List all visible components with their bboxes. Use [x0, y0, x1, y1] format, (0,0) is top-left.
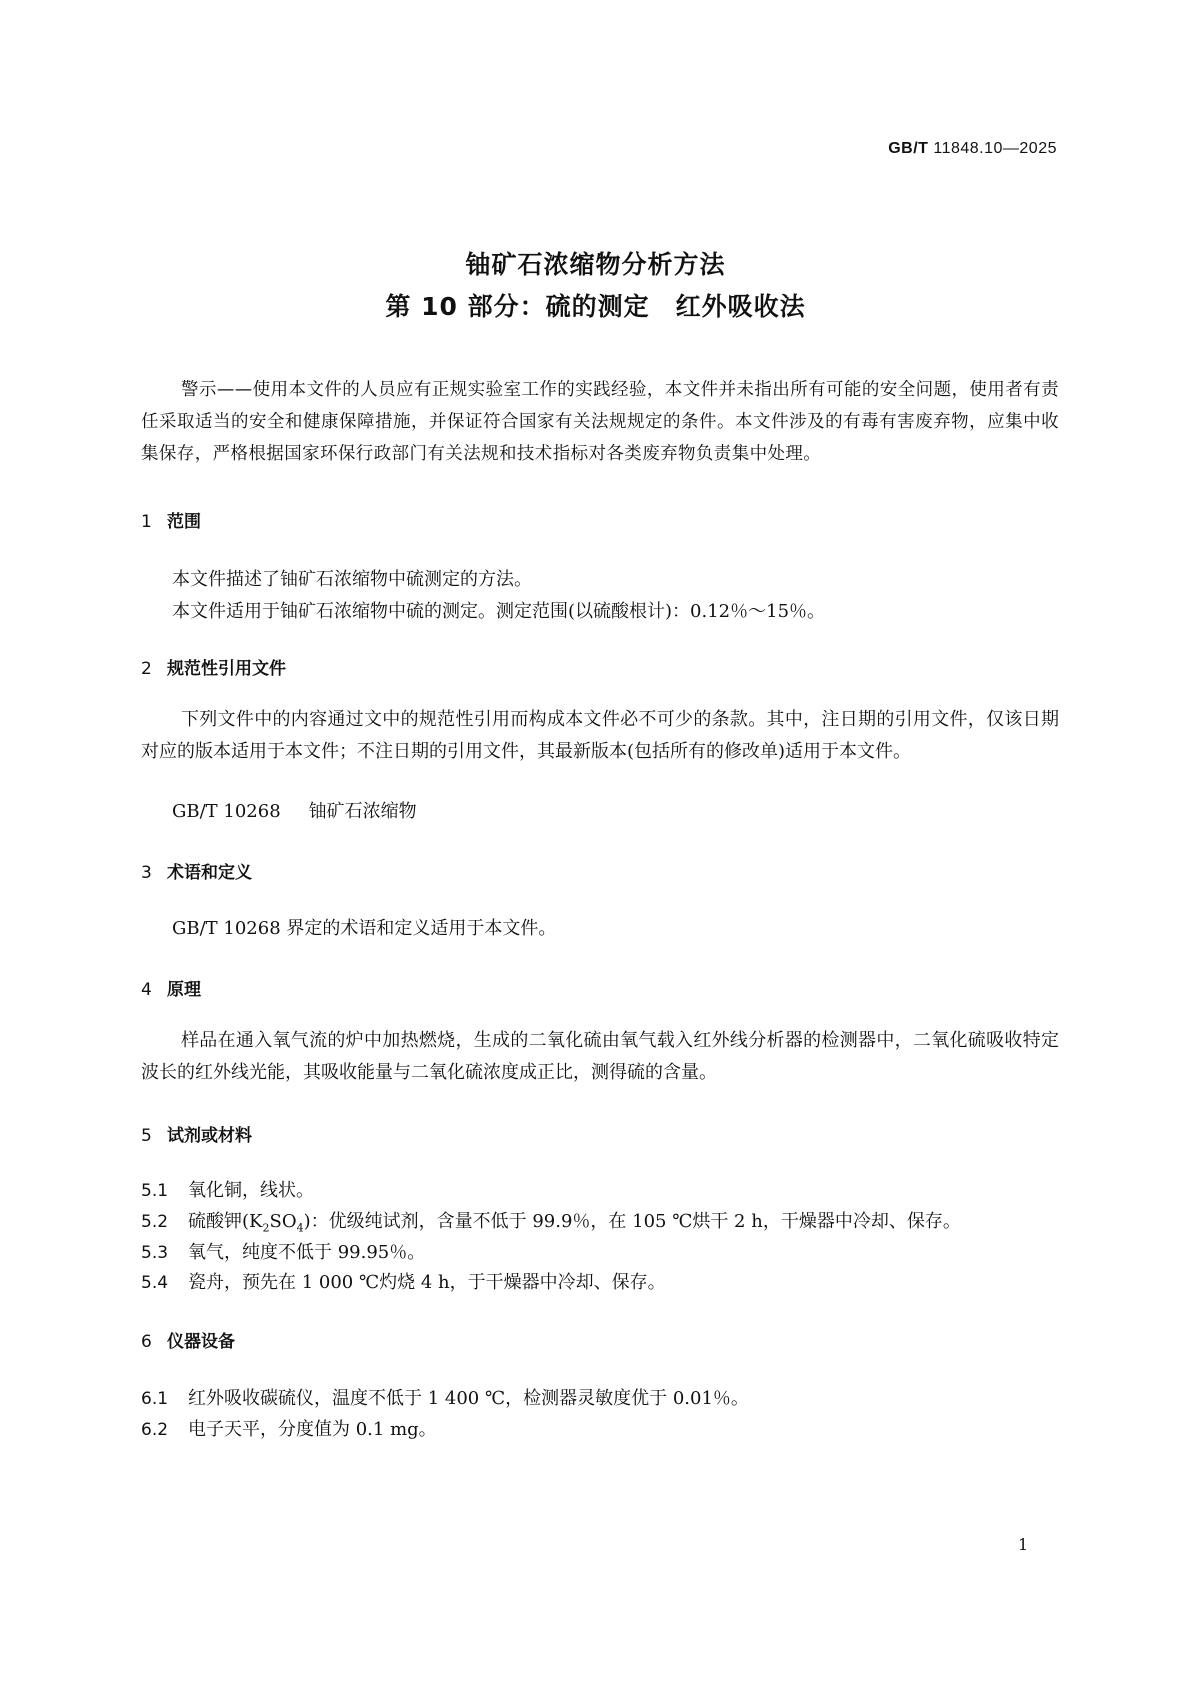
item-text-mid: SO	[269, 1211, 297, 1232]
standard-number: 11848.10—2025	[933, 140, 1057, 157]
reference-code: GB/T 10268	[172, 801, 281, 822]
subscript: 2	[262, 1221, 270, 1235]
section-heading-scope	[141, 507, 201, 532]
apparatus-item	[141, 1415, 437, 1441]
section-title: 术语和定义	[167, 863, 252, 883]
item-number: 5.1	[141, 1181, 169, 1201]
item-text: 瓷舟，预先在 1 000 ℃灼烧 4 h，于干燥器中冷却、保存。	[188, 1272, 666, 1293]
section-number: 1	[141, 512, 152, 532]
scope-paragraph-1: 本文件描述了铀矿石浓缩物中硫测定的方法。	[172, 569, 532, 590]
section-number: 5	[141, 1126, 152, 1146]
section-number: 3	[141, 863, 152, 883]
item-text: 电子天平，分度值为 0.1 mg。	[188, 1419, 437, 1440]
subscript: 4	[296, 1221, 304, 1235]
section-heading-normative-references	[141, 654, 286, 679]
item-number: 5.3	[141, 1243, 169, 1263]
section-number: 4	[141, 980, 152, 1000]
item-number: 5.2	[141, 1212, 169, 1232]
scope-paragraph-2: 本文件适用于铀矿石浓缩物中硫的测定。测定范围(以硫酸根计)：0.12％～15％。	[172, 601, 826, 622]
item-text: 红外吸收碳硫仪，温度不低于 1 400 ℃，检测器灵敏度优于 0.01％。	[188, 1388, 749, 1409]
reference-title: 铀矿石浓缩物	[308, 801, 417, 822]
safety-warning: 警示——使用本文件的人员应有正规实验室工作的实践经验，本文件并未指出所有可能的安全问题，使用者有责任采取适当的安全和健康保障措施，并保证符合国家有关法规规定的条件。本文件涉及的有毒有害废弃物，应集中收集保存，严格根据国家环保行政部门有关法规和技术指标对各类废弃物负责集中处理。	[141, 380, 1059, 464]
section-title: 试剂或材料	[167, 1126, 252, 1146]
reagent-item	[141, 1238, 425, 1264]
reference-entry	[172, 797, 417, 823]
item-text-post: )：优级纯试剂，含量不低于 99.9％，在 105 ℃烘干 2 h，干燥器中冷却、保存。	[303, 1211, 961, 1232]
item-text-pre: 硫酸钾(K	[188, 1211, 263, 1232]
normative-references-paragraph: 下列文件中的内容通过文中的规范性引用而构成本文件必不可少的条款。其中，注日期的引用文件，仅该日期对应的版本适用于本文件；不注日期的引用文件，其最新版本(包括所有的修改单)适用于本文件。	[141, 709, 1059, 762]
item-text: 氧化铜，线状。	[188, 1180, 314, 1201]
section-heading-reagents	[141, 1121, 252, 1146]
page-number: 1	[1018, 1535, 1029, 1554]
section-title: 范围	[167, 512, 201, 532]
section-heading-terms	[141, 858, 252, 883]
terms-paragraph: GB/T 10268 界定的术语和定义适用于本文件。	[172, 918, 557, 939]
section-heading-principle	[141, 975, 201, 1000]
principle-paragraph: 样品在通入氧气流的炉中加热燃烧，生成的二氧化硫由氧气载入红外线分析器的检测器中，二氧化硫吸收特定波长的红外线光能，其吸收能量与二氧化硫浓度成正比，测得硫的含量。	[141, 1030, 1059, 1083]
section-title: 规范性引用文件	[167, 659, 286, 679]
section-title: 仪器设备	[167, 1332, 235, 1352]
apparatus-item	[141, 1384, 749, 1410]
item-number: 6.1	[141, 1389, 169, 1409]
reagent-item	[141, 1268, 666, 1294]
item-text: 氧气，纯度不低于 99.95％。	[188, 1242, 426, 1263]
section-number: 2	[141, 659, 152, 679]
reagent-item	[141, 1176, 314, 1202]
item-number: 6.2	[141, 1420, 169, 1440]
section-number: 6	[141, 1332, 152, 1352]
reagent-item	[141, 1207, 961, 1235]
item-number: 5.4	[141, 1273, 169, 1293]
section-title: 原理	[167, 980, 201, 1000]
document-title-line1: 铀矿石浓缩物分析方法	[465, 250, 726, 279]
standard-code	[888, 140, 1057, 158]
section-heading-apparatus	[141, 1327, 235, 1352]
standard-prefix: GB/T	[888, 140, 929, 157]
document-title-line2: 第 10 部分：硫的测定 红外吸收法	[385, 292, 806, 321]
